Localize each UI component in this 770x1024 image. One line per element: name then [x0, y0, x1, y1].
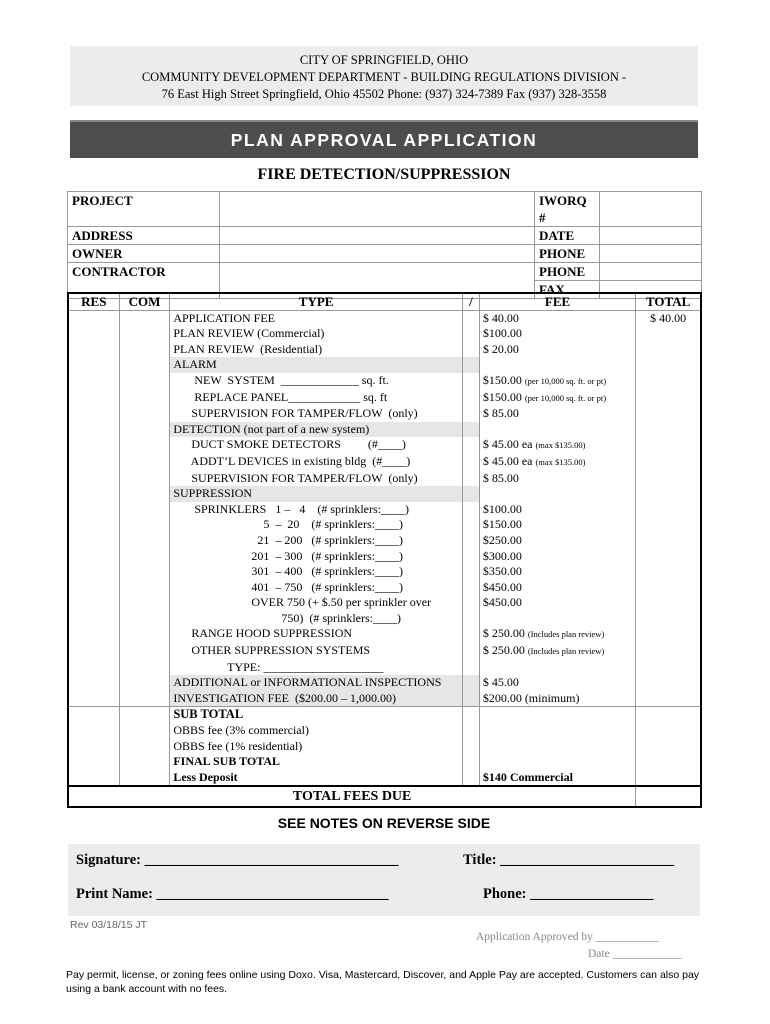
fee-type: 201 – 300 (# sprinklers:____) [170, 549, 463, 565]
fee-amount [479, 691, 635, 707]
fee-amount [479, 564, 635, 580]
signature-block [68, 844, 700, 916]
project-field[interactable] [220, 192, 535, 227]
form-subtitle: FIRE DETECTION/SUPPRESSION [257, 166, 511, 183]
com-check-cell[interactable] [119, 660, 170, 676]
fee-amount-value: $ 85.00 [482, 470, 519, 485]
total-header: TOTAL [636, 293, 701, 310]
fee-total-cell[interactable] [636, 406, 701, 422]
title-line[interactable]: Title: ________________________ [463, 852, 675, 868]
fee-total-cell[interactable] [636, 437, 701, 454]
fee-mark-cell[interactable] [462, 422, 479, 438]
fee-amount-value: $ 45.00 ea [482, 453, 533, 468]
fee-type: 21 – 200 (# sprinklers:____) [170, 533, 463, 549]
fee-amount [479, 471, 635, 487]
fee-amount-value: $300.00 [482, 548, 522, 563]
res-check-cell[interactable] [68, 691, 119, 707]
fee-mark-cell[interactable] [462, 517, 479, 533]
fee-mark-cell[interactable] [462, 310, 479, 326]
fee-amount [479, 326, 635, 342]
fee-row [68, 310, 701, 326]
fee-mark-cell[interactable] [462, 390, 479, 407]
res-header: RES [68, 293, 119, 310]
fee-mark-cell[interactable] [462, 549, 479, 565]
iworq-label: IWORQ # [535, 192, 600, 227]
fee-amount [479, 533, 635, 549]
obbs-commercial-field[interactable] [636, 723, 701, 739]
fee-note: (per 10,000 sq. ft. or pt) [524, 392, 607, 403]
fee-total-cell[interactable] [636, 326, 701, 342]
fee-note: (per 10,000 sq. ft. or pt) [524, 375, 607, 386]
obbs-residential-field[interactable] [636, 739, 701, 755]
fee-mark-cell[interactable] [462, 502, 479, 518]
fee-amount [479, 373, 635, 390]
owner-field[interactable] [220, 245, 535, 263]
total-fees-due-field[interactable] [636, 786, 701, 807]
res-check-cell[interactable] [68, 406, 119, 422]
com-check-cell[interactable] [119, 437, 170, 454]
fee-row [68, 626, 701, 643]
com-check-cell[interactable] [119, 643, 170, 660]
fee-amount [479, 611, 635, 627]
fee-row [68, 422, 701, 438]
com-check-cell[interactable] [119, 454, 170, 471]
contractor-phone-label: PHONE [535, 263, 600, 281]
fee-amount [479, 357, 635, 373]
fee-total-cell[interactable] [636, 691, 701, 707]
fee-type: ADDT’L DEVICES in existing bldg (#____) [170, 454, 463, 471]
less-deposit-label: Less Deposit [170, 770, 463, 787]
fee-type: 301 – 400 (# sprinklers:____) [170, 564, 463, 580]
fee-amount-value: $ 250.00 [482, 643, 525, 658]
fee-row [68, 342, 701, 358]
com-check-cell[interactable] [119, 486, 170, 502]
fee-amount-value: $150.00 [482, 517, 522, 532]
fee-total-cell[interactable]: $ 40.00 [650, 310, 687, 325]
fee-total-cell[interactable] [636, 580, 701, 596]
fee-mark-cell[interactable] [462, 406, 479, 422]
subtotal-label: SUB TOTAL [170, 707, 463, 723]
fee-row [68, 357, 701, 373]
approved-by-line: Application Approved by ___________ [476, 931, 660, 943]
fee-row [68, 675, 701, 691]
fee-mark-cell[interactable] [462, 691, 479, 707]
fee-type: OTHER SUPPRESSION SYSTEMS [170, 643, 463, 660]
fee-type: 5 – 20 (# sprinklers:____) [170, 517, 463, 533]
fee-row [68, 406, 701, 422]
fee-type: ADDITIONAL or INFORMATIONAL INSPECTIONS [170, 675, 463, 691]
fee-mark-cell[interactable] [462, 675, 479, 691]
res-check-cell[interactable] [68, 310, 119, 326]
fee-amount [479, 580, 635, 596]
less-deposit-field[interactable] [636, 770, 701, 787]
fee-total-cell[interactable] [636, 422, 701, 438]
fee-amount-value: $150.00 [482, 389, 522, 404]
revision-label: Rev 03/18/15 JT [70, 919, 148, 931]
fee-mark-cell[interactable] [462, 437, 479, 454]
fee-row [68, 390, 701, 407]
fee-row [68, 564, 701, 580]
fee-amount-value: $100.00 [482, 501, 522, 516]
fee-type: PLAN REVIEW (Commercial) [170, 326, 463, 342]
fee-amount-value: $ 45.00 [482, 675, 519, 690]
res-check-cell[interactable] [68, 675, 119, 691]
res-check-cell[interactable] [68, 326, 119, 342]
fee-type: NEW SYSTEM _____________ sq. ft. [170, 373, 463, 390]
fee-mark-cell[interactable] [462, 533, 479, 549]
fee-amount [479, 660, 635, 676]
obbs-residential-label: OBBS fee (1% residential) [170, 739, 463, 755]
fee-row [68, 580, 701, 596]
com-check-cell[interactable] [119, 549, 170, 565]
fee-amount [479, 422, 635, 438]
fee-total-cell[interactable] [636, 595, 701, 611]
fee-amount-value: $ 40.00 [482, 310, 519, 325]
fee-total-cell[interactable] [636, 675, 701, 691]
fee-amount [479, 595, 635, 611]
fee-type: APPLICATION FEE [170, 310, 463, 326]
com-check-cell[interactable] [119, 357, 170, 373]
payment-footer: Pay permit, license, or zoning fees online using Doxo. Visa, Mastercard, Discover, and Apple Pay are accepted. Customers can also pay using a bank account with no fees. [66, 969, 700, 995]
fee-total-cell[interactable] [636, 342, 701, 358]
fee-header: FEE [479, 293, 635, 310]
type-header: TYPE [170, 293, 463, 310]
fee-total-cell[interactable] [636, 626, 701, 643]
fee-mark-cell[interactable] [462, 564, 479, 580]
fee-type: REPLACE PANEL____________ sq. ft [170, 390, 463, 407]
res-check-cell[interactable] [68, 502, 119, 518]
fee-row [68, 437, 701, 454]
fee-amount-value: $ 250.00 [482, 626, 525, 641]
fee-mark-cell[interactable] [462, 373, 479, 390]
fee-row [68, 502, 701, 518]
fee-total-cell[interactable] [636, 373, 701, 390]
fee-total-cell[interactable] [636, 660, 701, 676]
fee-type: SPRINKLERS 1 – 4 (# sprinklers:____) [170, 502, 463, 518]
fee-note: (max $135.00) [535, 440, 586, 451]
fee-amount [479, 486, 635, 502]
fee-amount-value: $450.00 [482, 595, 522, 610]
fee-total-cell[interactable] [636, 454, 701, 471]
com-check-cell[interactable] [119, 390, 170, 407]
res-check-cell[interactable] [68, 549, 119, 565]
fee-type: PLAN REVIEW (Residential) [170, 342, 463, 358]
res-check-cell[interactable] [68, 422, 119, 438]
fee-note: (Includes plan review) [527, 629, 605, 640]
final-subtotal-field[interactable] [636, 754, 701, 770]
fee-amount-value: $ 45.00 ea [482, 437, 533, 452]
com-check-cell[interactable] [119, 406, 170, 422]
fee-row [68, 691, 701, 707]
fee-type: SUPPRESSION [170, 486, 463, 502]
com-check-cell[interactable] [119, 595, 170, 611]
com-check-cell[interactable] [119, 691, 170, 707]
date-field[interactable] [600, 227, 702, 245]
fee-mark-cell[interactable] [462, 486, 479, 502]
fee-row [68, 549, 701, 565]
res-check-cell[interactable] [68, 533, 119, 549]
fee-row [68, 373, 701, 390]
department-name: COMMUNITY DEVELOPMENT DEPARTMENT - BUILDING REGULATIONS DIVISION - [141, 70, 627, 84]
letterhead [70, 46, 698, 106]
fee-total-cell[interactable] [636, 564, 701, 580]
phone-line[interactable]: Phone: _________________ [483, 886, 654, 902]
owner-label: OWNER [68, 245, 220, 263]
res-check-cell[interactable] [68, 580, 119, 596]
fee-amount [479, 626, 635, 643]
address-field[interactable] [220, 227, 535, 245]
com-check-cell[interactable] [119, 580, 170, 596]
deposit-value: $140 Commercial [479, 770, 635, 787]
res-check-cell[interactable] [68, 373, 119, 390]
fee-type: ALARM [170, 357, 463, 373]
res-check-cell[interactable] [68, 357, 119, 373]
fee-amount [479, 517, 635, 533]
fee-total-cell[interactable] [636, 471, 701, 487]
fee-mark-cell[interactable] [462, 660, 479, 676]
owner-phone-field[interactable] [600, 245, 702, 263]
print-name-line[interactable]: Print Name: ________________________________ [76, 886, 389, 902]
com-check-cell[interactable] [119, 675, 170, 691]
fee-mark-cell[interactable] [462, 326, 479, 342]
res-check-cell[interactable] [68, 517, 119, 533]
fee-type: 401 – 750 (# sprinklers:____) [170, 580, 463, 596]
fee-total-cell[interactable] [636, 549, 701, 565]
reverse-notes-label: SEE NOTES ON REVERSE SIDE [277, 815, 491, 831]
com-check-cell[interactable] [119, 611, 170, 627]
fee-note: (max $135.00) [535, 456, 586, 467]
res-check-cell[interactable] [68, 660, 119, 676]
obbs-commercial-label: OBBS fee (3% commercial) [170, 723, 463, 739]
project-info-table [67, 191, 702, 299]
fee-amount-value: $250.00 [482, 532, 522, 547]
fee-amount-value: $100.00 [482, 326, 522, 341]
fee-mark-cell[interactable] [462, 580, 479, 596]
res-check-cell[interactable] [68, 471, 119, 487]
fee-row [68, 486, 701, 502]
com-check-cell[interactable] [119, 326, 170, 342]
fee-row [68, 643, 701, 660]
fee-total-cell[interactable] [636, 486, 701, 502]
fee-amount [479, 406, 635, 422]
res-check-cell[interactable] [68, 626, 119, 643]
fee-amount [479, 437, 635, 454]
fee-mark-cell[interactable] [462, 643, 479, 660]
fee-amount [479, 390, 635, 407]
fee-amount [479, 502, 635, 518]
fee-amount-value: $200.00 (minimum) [482, 690, 580, 705]
com-check-cell[interactable] [119, 626, 170, 643]
fee-amount-value: $450.00 [482, 579, 522, 594]
fee-row [68, 517, 701, 533]
com-check-cell[interactable] [119, 564, 170, 580]
city-name: CITY OF SPRINGFIELD, OHIO [299, 53, 469, 67]
fee-mark-cell[interactable] [462, 357, 479, 373]
fee-amount [479, 310, 635, 326]
fee-amount [479, 675, 635, 691]
fee-total-cell[interactable] [636, 390, 701, 407]
contractor-phone-field[interactable] [600, 263, 702, 281]
fee-type: OVER 750 (+ $.50 per sprinkler over [170, 595, 463, 611]
fee-note: (Includes plan review) [527, 646, 605, 657]
check-header: / [462, 293, 479, 310]
signature-line[interactable]: Signature: ___________________________________ [76, 852, 399, 868]
com-check-cell[interactable] [119, 533, 170, 549]
project-label: PROJECT [68, 192, 220, 227]
res-check-cell[interactable] [68, 564, 119, 580]
com-check-cell[interactable] [119, 517, 170, 533]
fee-total-cell[interactable] [636, 357, 701, 373]
fee-mark-cell[interactable] [462, 342, 479, 358]
fee-amount [479, 342, 635, 358]
fee-type: INVESTIGATION FEE ($200.00 – 1,000.00) [170, 691, 463, 707]
fee-mark-cell[interactable] [462, 611, 479, 627]
fee-amount [479, 643, 635, 660]
fee-row [68, 595, 701, 611]
form-title: PLAN APPROVAL APPLICATION [70, 120, 698, 158]
fee-total-cell[interactable] [636, 517, 701, 533]
com-check-cell[interactable] [119, 342, 170, 358]
com-check-cell[interactable] [119, 471, 170, 487]
fee-type: SUPERVISION FOR TAMPER/FLOW (only) [170, 471, 463, 487]
total-fees-due-label: TOTAL FEES DUE [68, 786, 636, 807]
fee-type: SUPERVISION FOR TAMPER/FLOW (only) [170, 406, 463, 422]
fee-type: DETECTION (not part of a new system) [170, 422, 463, 438]
fee-row [68, 611, 701, 627]
fee-mark-cell[interactable] [462, 626, 479, 643]
fee-row [68, 660, 701, 676]
owner-phone-label: PHONE [535, 245, 600, 263]
date-label: DATE [535, 227, 600, 245]
fee-row [68, 326, 701, 342]
res-check-cell[interactable] [68, 454, 119, 471]
fee-amount-value: $350.00 [482, 564, 522, 579]
fee-amount [479, 549, 635, 565]
fee-row [68, 454, 701, 471]
fee-mark-cell[interactable] [462, 595, 479, 611]
com-check-cell[interactable] [119, 310, 170, 326]
fee-total-cell[interactable] [636, 643, 701, 660]
fee-amount-value: $150.00 [482, 372, 522, 387]
fee-amount [479, 454, 635, 471]
approval-date-line: Date ____________ [588, 948, 682, 960]
contractor-label: CONTRACTOR [68, 263, 220, 299]
fee-mark-cell[interactable] [462, 471, 479, 487]
fee-type: RANGE HOOD SUPPRESSION [170, 626, 463, 643]
subtotal-field[interactable] [636, 707, 701, 723]
fee-type: 750) (# sprinklers:____) [170, 611, 463, 627]
fee-amount-value: $ 85.00 [482, 406, 519, 421]
com-check-cell[interactable] [119, 373, 170, 390]
res-check-cell[interactable] [68, 643, 119, 660]
com-check-cell[interactable] [119, 502, 170, 518]
com-header: COM [119, 293, 170, 310]
fee-total-cell[interactable] [636, 502, 701, 518]
res-check-cell[interactable] [68, 595, 119, 611]
fee-table [67, 292, 702, 808]
res-check-cell[interactable] [68, 437, 119, 454]
com-check-cell[interactable] [119, 422, 170, 438]
fee-total-cell[interactable] [636, 533, 701, 549]
fee-row [68, 533, 701, 549]
address-line: 76 East High Street Springfield, Ohio 45502 Phone: (937) 324-7389 Fax (937) 328-3558 [161, 87, 607, 101]
res-check-cell[interactable] [68, 390, 119, 407]
final-subtotal-label: FINAL SUB TOTAL [170, 754, 463, 770]
fee-total-cell[interactable] [636, 611, 701, 627]
res-check-cell[interactable] [68, 611, 119, 627]
fee-row [68, 471, 701, 487]
iworq-field[interactable] [600, 192, 702, 227]
res-check-cell[interactable] [68, 486, 119, 502]
fee-mark-cell[interactable] [462, 454, 479, 471]
fee-amount-value: $ 20.00 [482, 341, 519, 356]
res-check-cell[interactable] [68, 342, 119, 358]
address-label: ADDRESS [68, 227, 220, 245]
fee-type: DUCT SMOKE DETECTORS (#____) [170, 437, 463, 454]
fax-label: FAX [535, 281, 600, 299]
fee-type: TYPE: ____________________ [170, 660, 463, 676]
